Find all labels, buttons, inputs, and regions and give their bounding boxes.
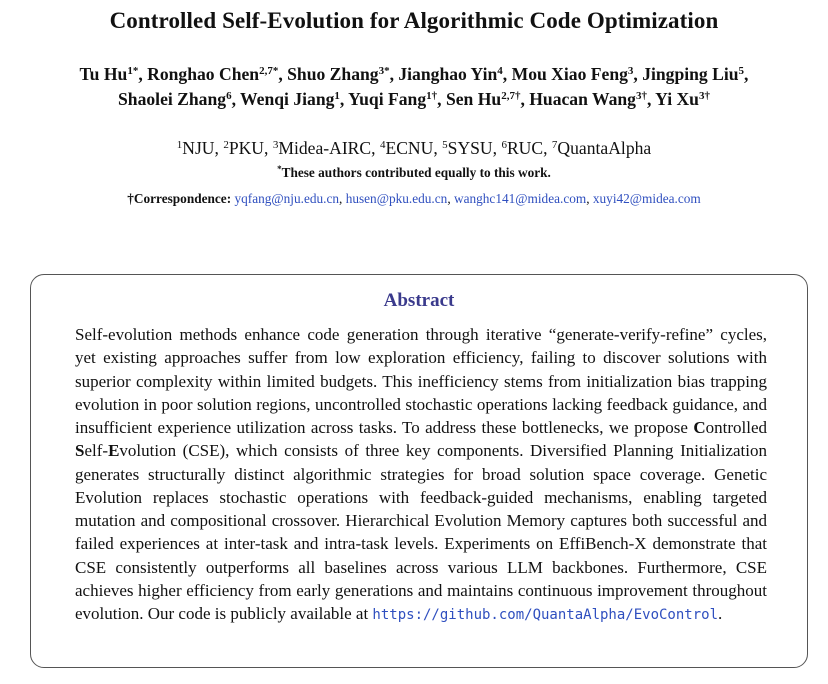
- correspondence: †Correspondence: yqfang@nju.edu.cn, husen@pku.edu.cn, wanghc141@midea.com, xuyi42@midea.com: [127, 191, 701, 206]
- email-link[interactable]: xuyi42@midea.com: [592, 191, 701, 206]
- abstract-box: [30, 274, 808, 668]
- author: Yi $Xu^{3\dagger}$: [655, 89, 710, 109]
- author: Yuqi Fang$^{1\dagger}$: [348, 89, 438, 109]
- affiliations: $^1$NJU, $^2$PKU, $^3$Midea-AIRC, $^4$ECNU, $^5$SYSU, $^6$RUC, $^7$QuantaAlpha: [176, 138, 652, 158]
- abstract-heading: Abstract: [383, 290, 455, 311]
- author: Ronghao Chen$^{2,7*}$: [147, 64, 279, 84]
- author: Mou Xiao Feng$^3$: [511, 64, 634, 84]
- author-list: Tu $Hu^{1*}$, Ronghao Chen$^{2,7*}$, Shuo Zhang$^{3*}$, Jianghao Yin$^4$, Mou Xiao Feng$^3$, Jingping Liu$^5$, Shaolei Zhang$^6$, Wenqi Jiang$^1$, Yuqi Fang$^{1\dagger}$, Sen $Hu^{2,7\dagger}$, Huacan Wang$^{3\dagger}$, Yi $Xu^{3\dagger}$: [79, 64, 749, 109]
- author: Tu $Hu^{1*}$: [79, 64, 139, 84]
- author: Wenqi Jiang$^1$: [240, 89, 340, 109]
- abstract-text: Self-evolution methods enhance code generation through iterative “generate-verify-refine” cycles, yet existing approaches suffer from low exploration efficiency, failing to discover solutions with superior complexity within limited budgets. This inefficiency stems from initialization bias trapping evolution in poor solution regions, uncontrolled stochastic operations lacking feedback guidance, and insufficient experience utilization across tasks. To address these bottlenecks, we propose Controlled Self-Evolution (CSE), which consists of three key components. Diversified Planning Initialization generates structurally distinct algorithmic strategies for broad solution space coverage. Genetic Evolution replaces stochastic operations with feedback-guided mechanisms, enabling targeted mutation and compositional crossover. Hierarchical Evolution Memory captures both successful and failed experiences at inter-task and intra-task levels. Experiments on EffiBench-X demonstrate that CSE consistently outperforms all baselines across various LLM backbones. Furthermore, CSE achieves higher efficiency from early generations and maintains continuous improvement throughout evolution. Our code is publicly available at https://github.com/QuantaAlpha/EvoControl.: [75, 325, 767, 623]
- author: Jingping Liu$^5$: [642, 64, 745, 84]
- correspondence-label: †Correspondence:: [127, 191, 232, 206]
- paper-title: Controlled Self-Evolution for Algorithmic Code Optimization: [109, 8, 719, 33]
- email-link[interactable]: yqfang@nju.edu.cn: [234, 191, 340, 206]
- author: Shuo Zhang$^{3*}$: [287, 64, 390, 84]
- author: Sen $Hu^{2,7\dagger}$: [445, 89, 521, 109]
- equal-contribution-note: *These authors contributed equally to this work.: [277, 164, 551, 180]
- email-link[interactable]: husen@pku.edu.cn: [345, 191, 448, 206]
- email-link[interactable]: wanghc141@midea.com: [453, 191, 587, 206]
- author: Huacan Wang$^{3\dagger}$: [529, 89, 647, 109]
- author: Shaolei Zhang$^6$: [118, 89, 232, 109]
- code-repository-link[interactable]: https://github.com/QuantaAlpha/EvoControl: [372, 607, 718, 623]
- author: Jianghao Yin$^4$: [398, 64, 503, 84]
